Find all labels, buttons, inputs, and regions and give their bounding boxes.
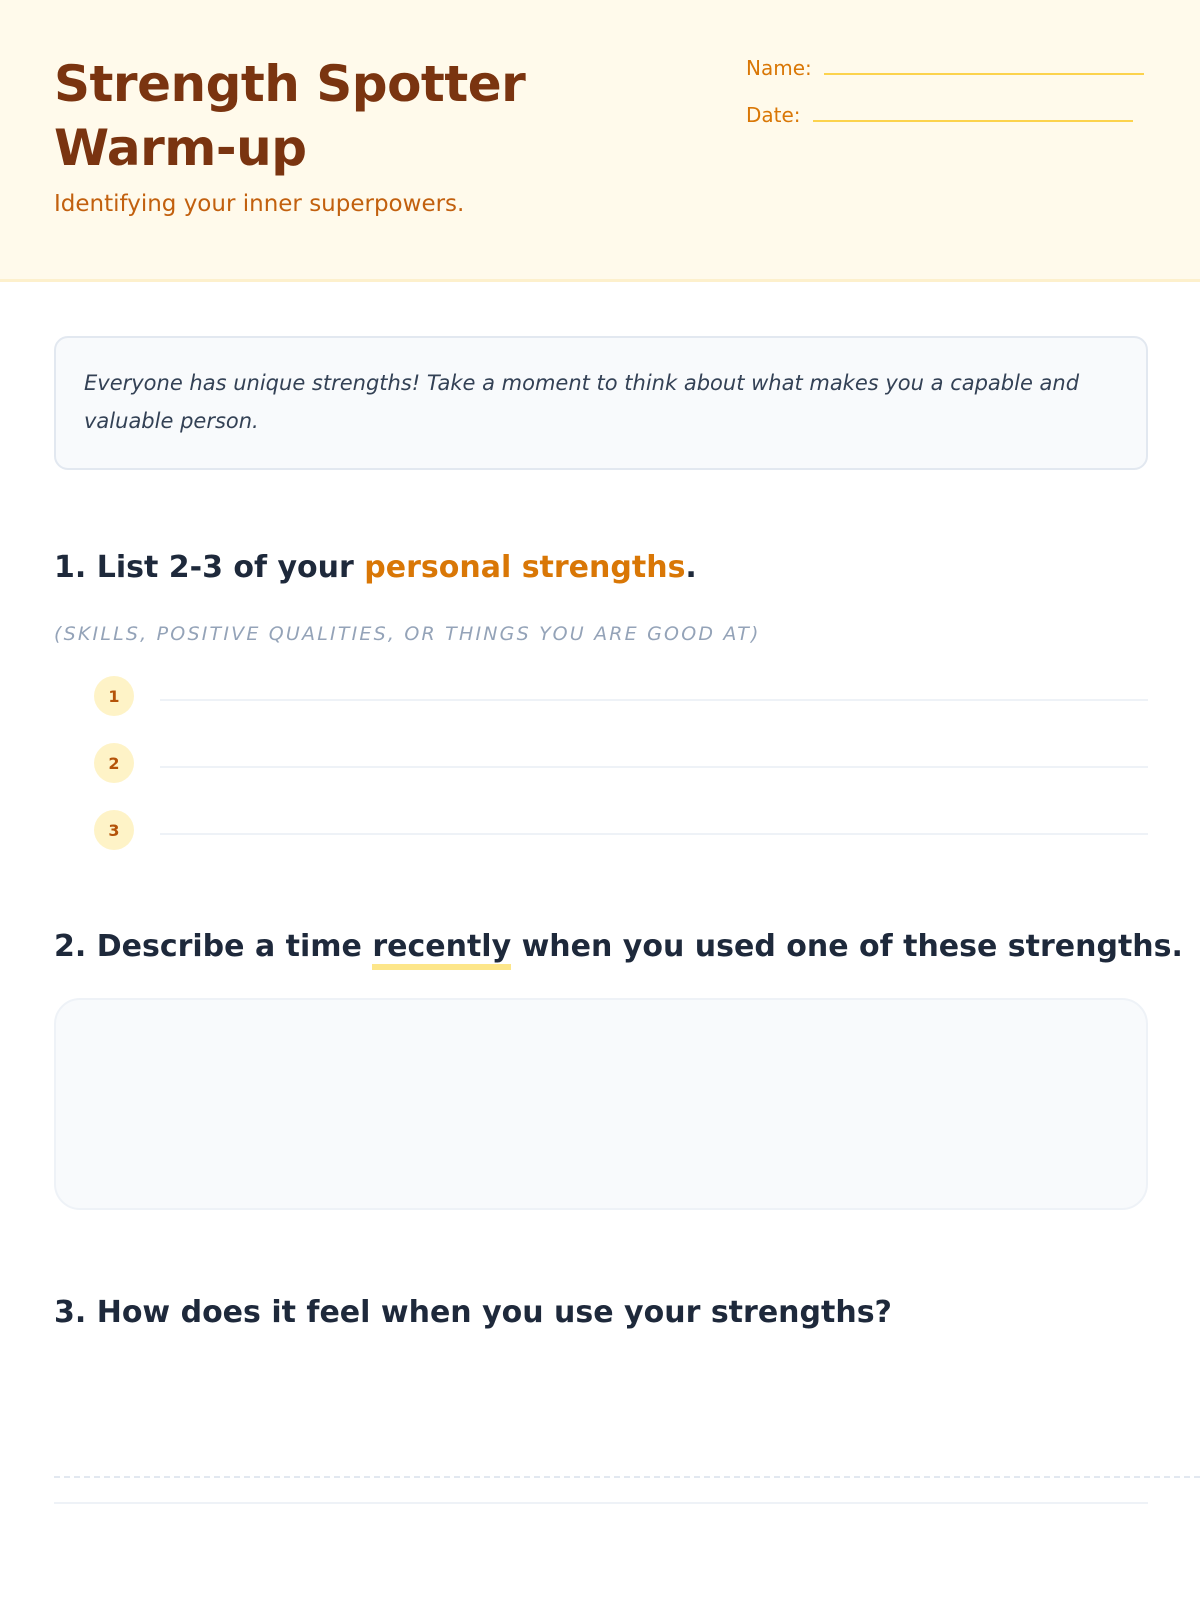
question-1-suffix: .: [685, 550, 697, 585]
answer-line[interactable]: [160, 833, 1148, 835]
intro-box: [54, 336, 1148, 470]
number-badge: 2: [94, 743, 134, 783]
question-2-underlined: recently: [372, 929, 511, 970]
question-1: [54, 550, 697, 585]
date-label: Date:: [746, 103, 801, 127]
answer-row[interactable]: [94, 743, 1148, 783]
answer-row[interactable]: [94, 810, 1148, 850]
intro-text: Everyone has unique strengths! Take a moment to think about what makes you a capable and valuable person.: [84, 371, 1080, 433]
question-2: [54, 929, 1183, 964]
question-2-prefix: 2. Describe a time: [54, 929, 373, 964]
question-1-highlight: personal strengths: [364, 550, 686, 585]
date-line[interactable]: [813, 120, 1133, 122]
number-badge: 1: [94, 676, 134, 716]
date-field[interactable]: [746, 103, 1133, 127]
number-badge: 3: [94, 810, 134, 850]
name-field[interactable]: [746, 56, 1144, 80]
name-label: Name:: [746, 56, 812, 80]
page-title: Strength Spotter Warm-up: [54, 55, 526, 177]
page-subtitle: Identifying your inner superpowers.: [54, 191, 465, 217]
question-3: 3. How does it feel when you use your strengths?: [54, 1295, 892, 1330]
response-box[interactable]: [54, 998, 1148, 1210]
answer-line[interactable]: [160, 766, 1148, 768]
worksheet-header: [0, 0, 1200, 282]
name-line[interactable]: [824, 73, 1144, 75]
question-2-suffix: when you used one of these strengths.: [511, 929, 1183, 964]
writing-line[interactable]: [54, 1502, 1148, 1504]
writing-line[interactable]: [54, 1476, 1200, 1478]
answer-line[interactable]: [160, 699, 1148, 701]
answer-row[interactable]: [94, 676, 1148, 716]
question-1-prefix: 1. List 2-3 of your: [54, 550, 365, 585]
question-1-hint: (SKILLS, POSITIVE QUALITIES, OR THINGS YOU ARE GOOD AT): [54, 623, 761, 645]
